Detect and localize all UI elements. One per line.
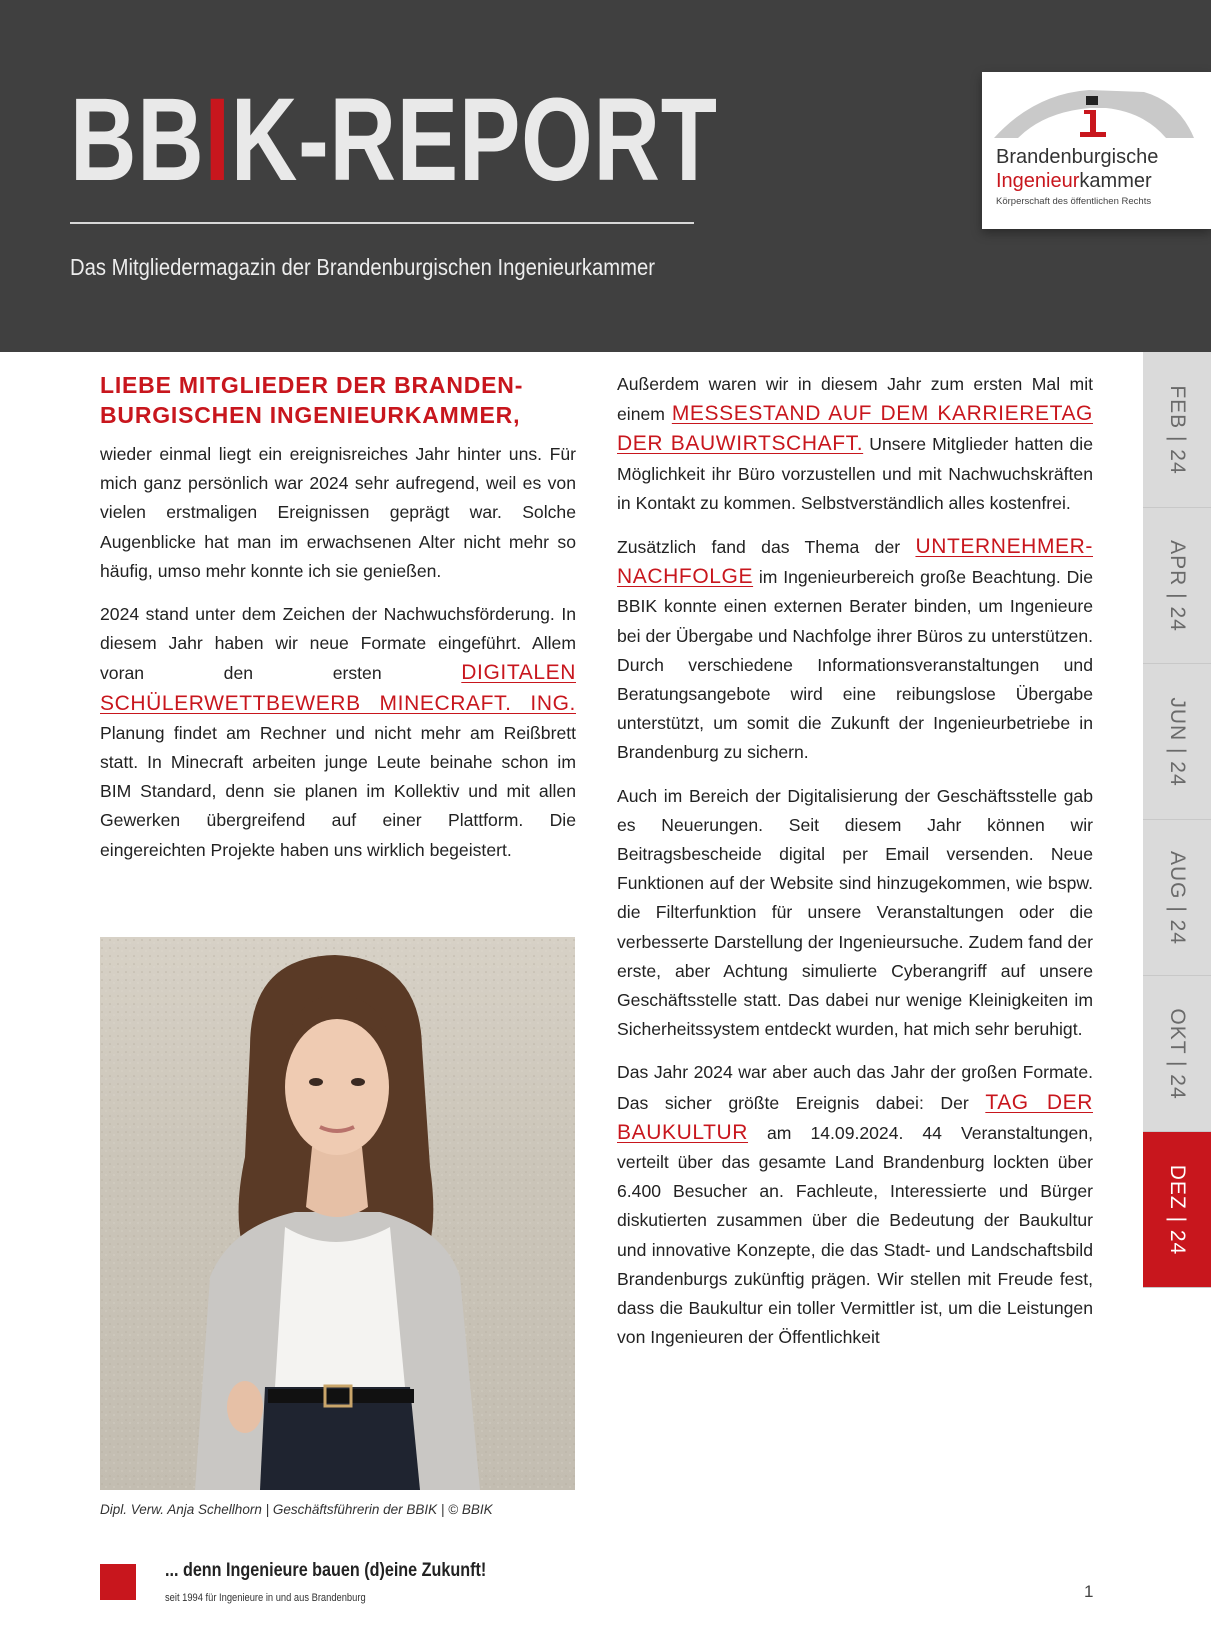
bbik-logo[interactable]	[982, 72, 1211, 229]
paragraph-6: Das Jahr 2024 war aber auch das Jahr der großen Formate. Das sicher größte Ereignis dabei: Der TAG DER BAUKULTUR am 14.09.2024. 44 Veranstaltungen, verteilt über das gesamte Land Brandenburg lockten über 6.400 Besucher an. Fachleute, Interessierte und Bürger diskutierten zusammen über die Bedeutung der Baukultur und innovative Konzepte, die das Stadt- und Landschaftsbild Brandenburgs zukünftig prägen. Wir stellen mit Freude fest, dass die Baukultur ein toller Vermittler ist, um die Leistungen von Ingenieuren der Öffentlichkeit	[617, 1062, 1093, 1348]
photo-caption: Dipl. Verw. Anja Schellhorn | Geschäftsführerin der BBIK | © BBIK	[100, 1502, 493, 1517]
logo-text-line2: Ingenieurkammer	[996, 170, 1152, 192]
page-number: 1	[1084, 1582, 1094, 1601]
portrait-illustration	[100, 937, 575, 1490]
tab-okt-24[interactable]: OKT | 24	[1143, 976, 1211, 1132]
article-column-left	[100, 370, 576, 879]
paragraph-3: Außerdem waren wir in diesem Jahr zum ersten Mal mit einem MESSESTAND AUF DEM KARRIERETAG DER BAUWIRTSCHAFT. Unsere Mitglieder hatten die Möglichkeit ihr Büro vorzustellen und mit Nachwuchskräften in Kontakt zu kommen. Selbstverständlich alles kostenfrei.	[617, 374, 1093, 513]
issue-tabs	[1143, 352, 1211, 1288]
paragraph-5: Auch im Bereich der Digitalisierung der Geschäftsstelle gab es Neuerungen. Seit diesem Jahr können wir Beitragsbescheide digital per Email versenden. Neue Funktionen auf der Website sind hinzugekommen, wie bspw. die Filterfunktion für unsere Veranstaltungen oder die verbesserte Darstellung der Ingenieursuche. Zudem fand der erste, aber Achtung simulierte Cyberangriff auf unsere Geschäftsstelle statt. Das dabei nur wenige Kleinigkeiten im Sicherheitssystem entdeckt wurden, hat mich sehr beruhigt.	[617, 785, 1093, 1040]
bridge-logo-icon	[994, 86, 1199, 146]
header-divider	[70, 222, 694, 224]
tab-aug-24[interactable]: AUG | 24	[1143, 820, 1211, 976]
link-tag-der-baukultur[interactable]: TAG DER BAUKULTUR	[617, 1090, 1093, 1144]
logo-text-line1: Brandenburgische	[996, 146, 1159, 168]
link-unternehmer-nachfolge[interactable]: UNTERNEHMER-NACHFOLGE	[617, 535, 1093, 589]
magazine-subtitle: Das Mitgliedermagazin der Brandenburgischen Ingenieurkammer	[70, 254, 656, 280]
tab-feb-24[interactable]: FEB | 24	[1143, 352, 1211, 508]
magazine-title: BBIK-REPORT	[70, 74, 718, 206]
title-red-bar: I	[204, 74, 231, 206]
paragraph-4: Zusätzlich fand das Thema der UNTERNEHMER-NACHFOLGE im Ingenieurbereich große Beachtung. Die BBIK konnte einen externen Berater binden, um Ingenieure bei der Übergabe und Nachfolge ihrer Büros zu unterstützen. Durch verschiedene Informationsveranstaltungen und Beratungsangebote wird eine reibungslose Übergabe unterstützt, um somit die Zukunft der Ingenieurbetriebe in Brandenburg zu sichern.	[617, 535, 1093, 763]
link-messestand[interactable]: MESSESTAND AUF DEM KARRIERETAG DER BAUWIRTSCHAFT.	[617, 402, 1093, 456]
article-column-right	[617, 370, 1093, 1367]
footer-slogan: ... denn Ingenieure bauen (d)eine Zukunft!	[165, 1560, 487, 1581]
tab-jun-24[interactable]: JUN | 24	[1143, 664, 1211, 820]
paragraph-1: wieder einmal liegt ein ereignisreiches Jahr hinter uns. Für mich ganz persönlich war 2024 sehr aufregend, weil es von vielen erstmaligen Ereignissen geprägt war. Solche Augenblicke hat man im erwachsenen Alter nicht mehr so häufig, umso mehr konnte ich sie genießen.	[100, 444, 576, 581]
article-heading: LIEBE MITGLIEDER DER BRANDEN- BURGISCHEN INGENIEURKAMMER,	[100, 372, 524, 428]
portrait-photo	[100, 937, 575, 1490]
footer-subline: seit 1994 für Ingenieure in und aus Brandenburg	[165, 1592, 366, 1604]
tab-dez-24[interactable]: DEZ | 24	[1143, 1132, 1211, 1288]
footer-red-square	[100, 1564, 136, 1600]
paragraph-2: 2024 stand unter dem Zeichen der Nachwuchsförderung. In diesem Jahr haben wir neue Formate eingeführt. Allem voran den ersten DIGITALEN SCHÜLERWETTBEWERB MINECRAFT. ING. Planung findet am Rechner und nicht mehr am Reißbrett statt. In Minecraft arbeiten junge Leute beinahe schon im BIM Standard, denn sie planen im Kollektiv und mit allen Gewerken übergreifend auf einer Plattform. Die eingereichten Projekte haben uns wirklich begeistert.	[100, 604, 576, 860]
logo-text-line3: Körperschaft des öffentlichen Rechts	[996, 196, 1152, 207]
link-minecraft-wettbewerb[interactable]: DIGITALEN SCHÜLERWETTBEWERB MINECRAFT. ING.	[100, 661, 576, 715]
tab-apr-24[interactable]: APR | 24	[1143, 508, 1211, 664]
